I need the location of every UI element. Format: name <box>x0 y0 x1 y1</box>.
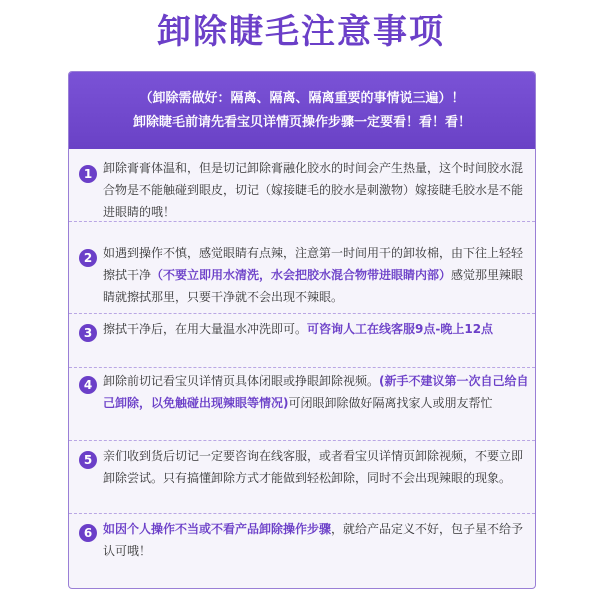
item-text-plain: ，就给产品定义不好，包子星不给予认可哦！ <box>103 522 524 558</box>
step-number-badge: 6 <box>79 524 97 542</box>
item-text-plain: 可闭眼卸除做好隔离找家人或朋友帮忙 <box>288 396 493 410</box>
warning-banner <box>69 72 535 149</box>
list-item <box>69 314 535 368</box>
item-text-highlight: (新手不建议第一次自己给自己卸除，以免触碰出现辣眼等情况) <box>103 374 529 410</box>
item-text <box>103 445 531 489</box>
list-item <box>69 441 535 514</box>
item-text-highlight: 可咨询人工在线客服9点-晚上12点 <box>307 322 494 336</box>
step-number-badge: 5 <box>79 451 97 469</box>
banner-line-2: 卸除睫毛前请先看宝贝详情页操作步骤一定要看！看！看！ <box>132 115 471 130</box>
item-text-highlight: 如因个人操作不当或不看产品卸除操作步骤 <box>103 522 332 536</box>
item-text-plain: 卸除膏膏体温和，但是切记卸除膏融化胶水的时间会产生热量，这个时间胶水混合物是不能触碰到眼皮，切记（嫁接睫毛的胶水是刺激物）嫁接睫毛胶水是不能进眼睛的哦！ <box>103 161 524 219</box>
item-text <box>103 518 531 562</box>
item-text <box>103 157 531 223</box>
item-text <box>103 370 531 414</box>
step-number-badge: 3 <box>79 324 97 342</box>
item-text-plain: 感觉那里辣眼睛就擦拭那里，只要干净就不会出现不辣眼。 <box>103 268 524 304</box>
item-text-plain: 擦拭干净后，在用大量温水冲洗即可。 <box>103 322 308 336</box>
notice-card <box>68 71 536 589</box>
banner-line-1: （卸除需做好：隔离、隔离、隔离重要的事情说三遍）！ <box>139 91 465 106</box>
list-item <box>69 514 535 588</box>
step-number-badge: 1 <box>79 165 97 183</box>
list-item <box>69 368 535 441</box>
step-number-badge: 4 <box>79 376 97 394</box>
page-title: 卸除睫毛注意事项 <box>157 12 445 52</box>
item-text-plain: 亲们收到货后切记一定要咨询在线客服，或者看宝贝详情页卸除视频，不要立即卸除尝试。只有搞懂卸除方式才能做到轻松卸除，同时不会出现辣眼的现象。 <box>103 449 524 485</box>
item-text <box>103 318 531 340</box>
item-text <box>103 242 531 308</box>
step-number-badge: 2 <box>79 249 97 267</box>
item-text-highlight: （不要立即用水清洗，水会把胶水混合物带进眼睛内部） <box>151 268 452 282</box>
item-text-plain: 卸除前切记看宝贝详情页具体闭眼或挣眼卸除视频。 <box>103 374 380 388</box>
list-item <box>69 222 535 314</box>
item-text-plain: 如遇到操作不慎，感觉眼睛有点辣，注意第一时间用干的卸妆棉，由下往上轻轻擦拭干净 <box>103 246 524 282</box>
list-item <box>69 149 535 222</box>
